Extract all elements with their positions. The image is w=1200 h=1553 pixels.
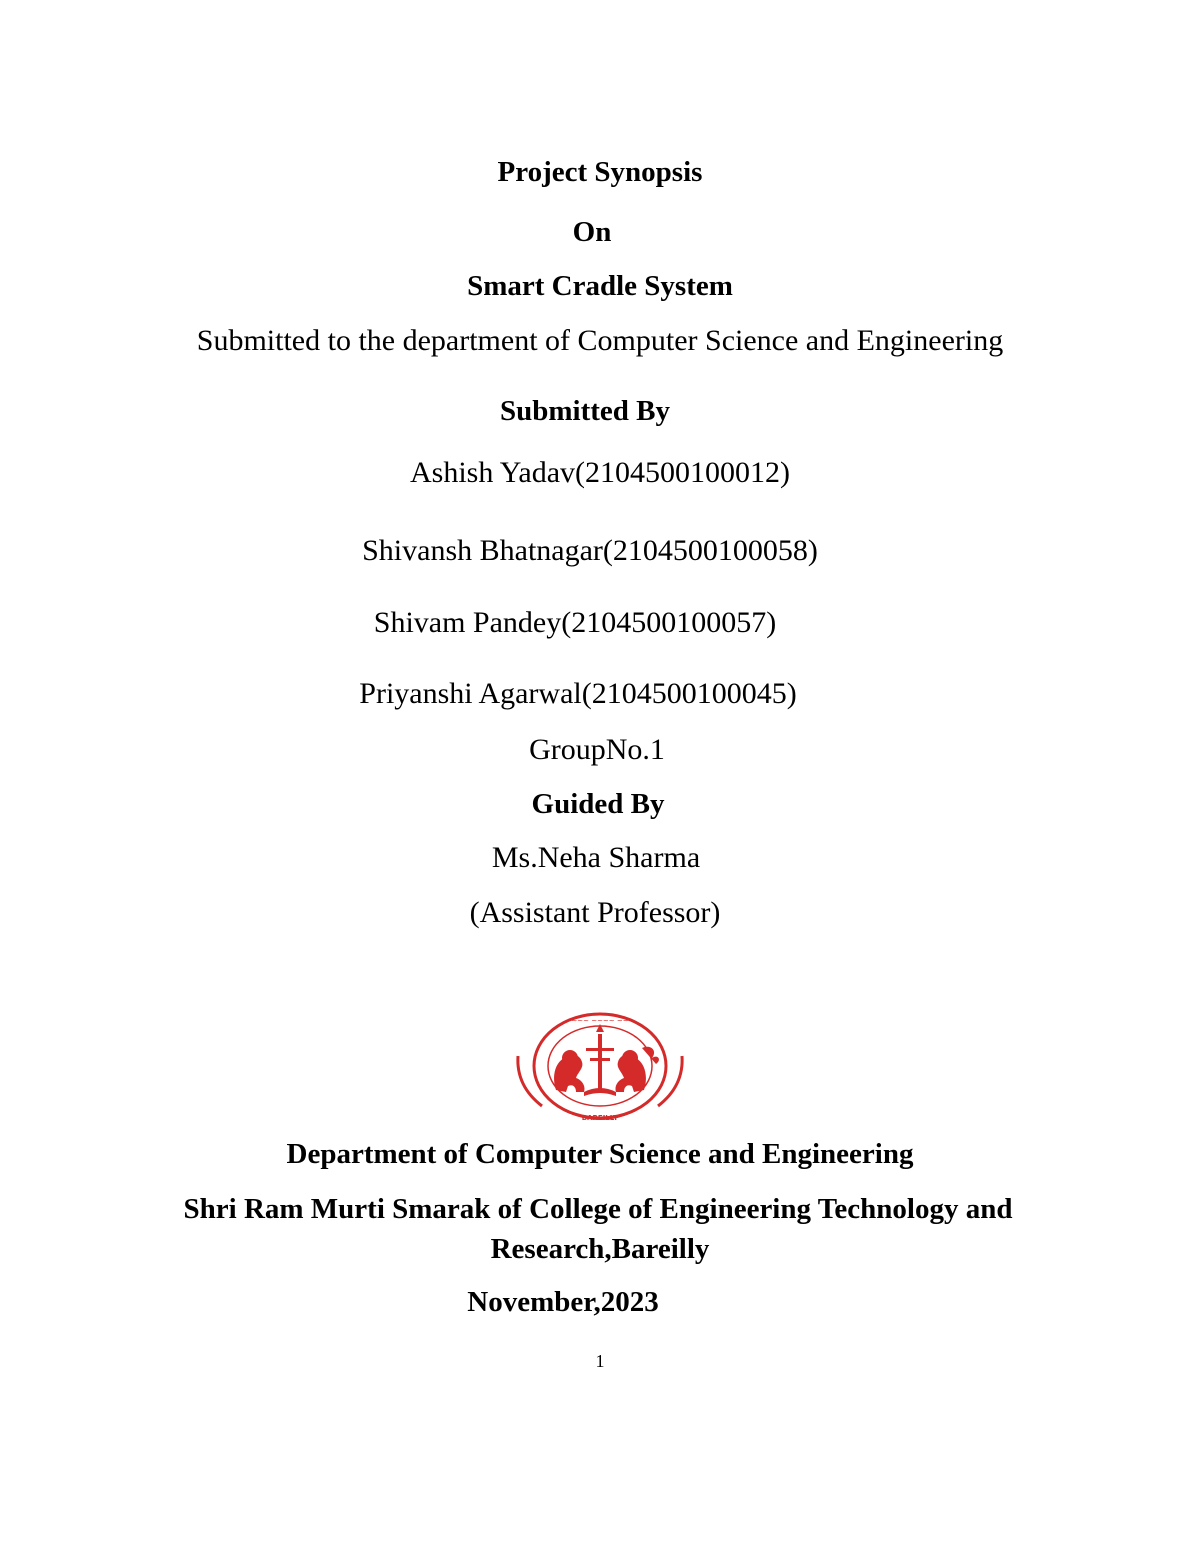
- member-1: Ashish Yadav(2104500100012): [409, 456, 790, 489]
- logo-bottom-text: BAREILLY: [581, 1114, 619, 1122]
- member-2: Shivansh Bhatnagar(2104500100058): [362, 534, 818, 567]
- college-name-line2: Research,Bareilly: [490, 1233, 710, 1265]
- department-name: Department of Computer Science and Engineering: [286, 1138, 914, 1170]
- college-name-line1: Shri Ram Murti Smarak of College of Engineering Technology and: [183, 1193, 1013, 1225]
- college-logo: [512, 1008, 688, 1130]
- submitted-to-line: Submitted to the department of Computer Science and Engineering: [196, 324, 1004, 357]
- svg-text:~~~~ ~~~~ ~~~: ~~~~ ~~~~ ~~~: [565, 1017, 635, 1025]
- guide-designation: (Assistant Professor): [469, 896, 721, 929]
- group-number: GroupNo.1: [529, 733, 665, 766]
- page-number: 1: [595, 1351, 605, 1371]
- submitted-by-heading: Submitted By: [499, 395, 670, 427]
- on-label: On: [572, 216, 612, 248]
- guided-by-heading: Guided By: [531, 788, 665, 820]
- member-4: Priyanshi Agarwal(2104500100045): [359, 677, 797, 710]
- project-title: Smart Cradle System: [467, 270, 733, 302]
- guide-name: Ms.Neha Sharma: [491, 841, 701, 874]
- document-heading: Project Synopsis: [497, 156, 703, 188]
- member-3: Shivam Pandey(2104500100057): [373, 606, 777, 639]
- submission-date: November,2023: [467, 1286, 659, 1318]
